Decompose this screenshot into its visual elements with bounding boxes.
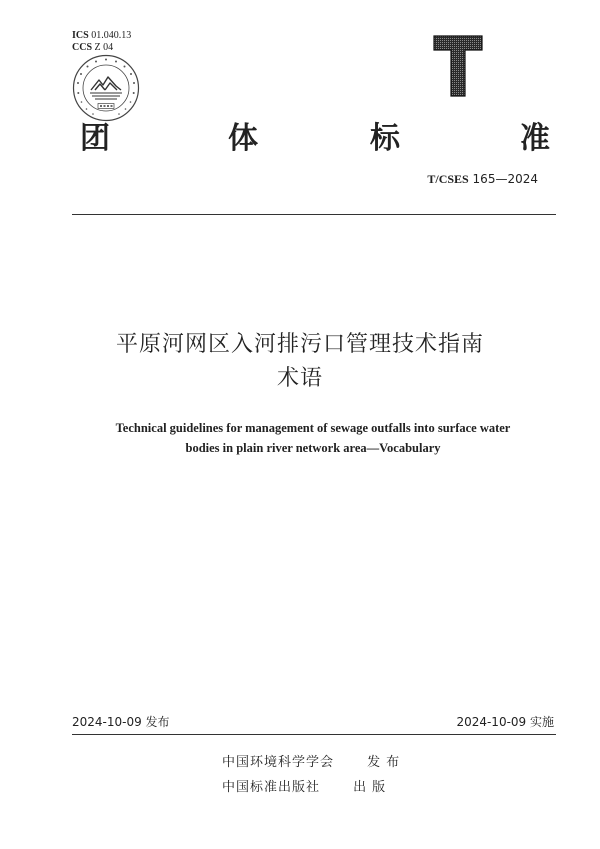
ics-line [72,30,131,42]
ics-label: ICS [72,30,89,41]
chinese-title-line-2: 术语 [276,366,323,391]
publisher-line [222,751,405,770]
standard-number [427,172,538,187]
ccs-code: Z 04 [94,42,114,53]
publisher-org: 中国环境科学学会 [222,755,335,770]
standard-number-suffix: 165—2024 [472,172,538,186]
implementation-date: 2024-10-09 实施 [456,715,554,729]
ccs-label: CCS [72,42,93,53]
chinese-title [0,328,600,396]
standard-type-heading [80,119,550,159]
english-title [80,418,546,458]
society-seal-logo [72,54,140,122]
ics-code: 01.040.13 [91,30,132,41]
standard-type-letter-mark [432,34,484,98]
issue-date: 2024-10-09 发布 [72,715,170,729]
standard-type-char: 准 [520,121,550,156]
publisher-org: 中国标准出版社 [222,780,321,795]
top-divider [72,214,556,215]
chinese-title-line-1: 平原河网区入河排污口管理技术指南 [115,332,484,357]
english-title-line-1: Technical guidelines for management of sewage outfalls into surface water [115,421,511,435]
publisher-role: 出版 [353,780,392,795]
standard-type-char: 标 [370,121,400,156]
english-title-line-2: bodies in plain river network area—Vocabulary [185,441,441,455]
publisher-role: 发布 [367,755,406,770]
standard-type-char: 体 [228,121,258,156]
standard-type-char: 团 [80,121,110,156]
publisher-line [222,776,391,795]
ccs-line [72,42,131,54]
bottom-divider [72,734,556,735]
classification-codes [72,30,131,54]
standard-number-prefix: T/CSES [427,172,469,186]
